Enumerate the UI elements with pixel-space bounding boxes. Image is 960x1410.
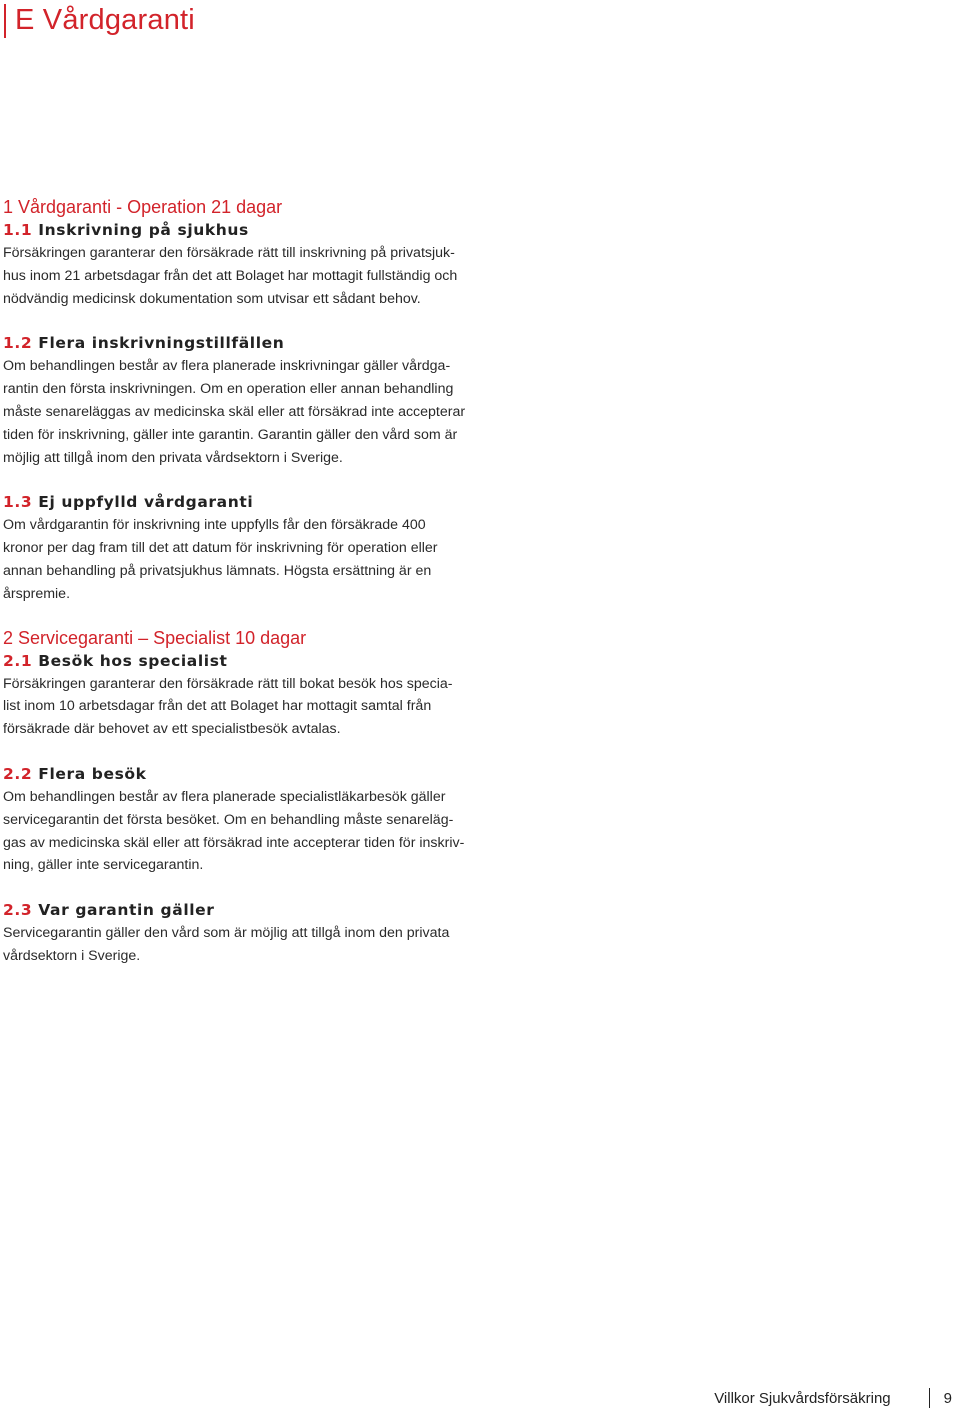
subsection-number: 2.2 [3, 764, 33, 783]
subsection-heading [3, 491, 473, 514]
subsection-number: 1.3 [3, 493, 33, 512]
subsection-number: 2.3 [3, 901, 33, 920]
subsection-title: Flera besök [38, 764, 147, 783]
subsection-number: 2.1 [3, 651, 33, 670]
subsection-title: Besök hos specialist [38, 651, 228, 670]
subsection-heading [3, 219, 473, 242]
subsection-heading [3, 332, 473, 355]
paragraph: Servicegarantin gäller den vård som är möjlig att tillgå inom den privata vårdsektorn i Sverige. [3, 925, 450, 964]
subsection-number: 1.2 [3, 334, 33, 353]
page-number: 9 [943, 1389, 952, 1407]
paragraph: Om behandlingen består av flera planerade inskrivningar gäller vårdga- rantin den första inskrivningen. Om en operation eller annan behandling måste senareläggas av medicinska skäl eller att försäkrad inte accepterar tiden för inskrivning, gäller inte garantin. Garantin gäller den vård som är möjlig att tillgå inom den privata vårdsektorn i Sverige. [3, 358, 466, 466]
paragraph: Försäkringen garanterar den försäkrade rätt till bokat besök hos specia- list inom 10 arbetsdagar från det att Bolaget har mottagit samtal från försäkrade där behovet av ett specialistbesök avtalas. [3, 675, 453, 738]
page-footer [714, 1386, 952, 1410]
chapter-title: E Vårdgaranti [15, 4, 195, 36]
subsection-title: Ej uppfylld vårdgaranti [38, 493, 254, 512]
footer-title: Villkor Sjukvårdsförsäkring [714, 1389, 891, 1407]
paragraph: Om vårdgarantin för inskrivning inte uppfylls får den försäkrade 400 kronor per dag fram till det att datum för inskrivning för operation eller annan behandling på privatsjukhus lämnats. Högsta ersättning är en årspremie. [3, 517, 438, 602]
chapter-accent-bar [4, 4, 6, 38]
document-body [3, 195, 473, 968]
section-title: 2 Servicegaranti – Specialist 10 dagar [3, 627, 307, 648]
subsection-heading [3, 899, 473, 922]
subsection-heading [3, 763, 473, 786]
section-title: 1 Vårdgaranti - Operation 21 dagar [3, 197, 283, 217]
subsection-title: Flera inskrivningstillfällen [38, 334, 285, 353]
subsection-title: Var garantin gäller [38, 901, 215, 920]
paragraph: Om behandlingen består av flera planerade specialistläkarbesök gäller servicegarantin det första besöket. Om en behandling måste senareläg- gas av medicinska skäl eller att försäkrad inte accepterar tiden för inskriv- ning, gäller inte servicegarantin. [3, 788, 465, 874]
paragraph: Försäkringen garanterar den försäkrade rätt till inskrivning på privatsjuk- hus inom 21 arbetsdagar från det att Bolaget har mottagit fullständig och nödvändig medicinsk dokumentation som utvisar ett sådant behov. [3, 245, 458, 307]
subsection-title: Inskrivning på sjukhus [38, 221, 249, 239]
subsection-heading [3, 650, 473, 673]
subsection-number: 1.1 [3, 221, 33, 239]
footer-divider [929, 1388, 930, 1408]
